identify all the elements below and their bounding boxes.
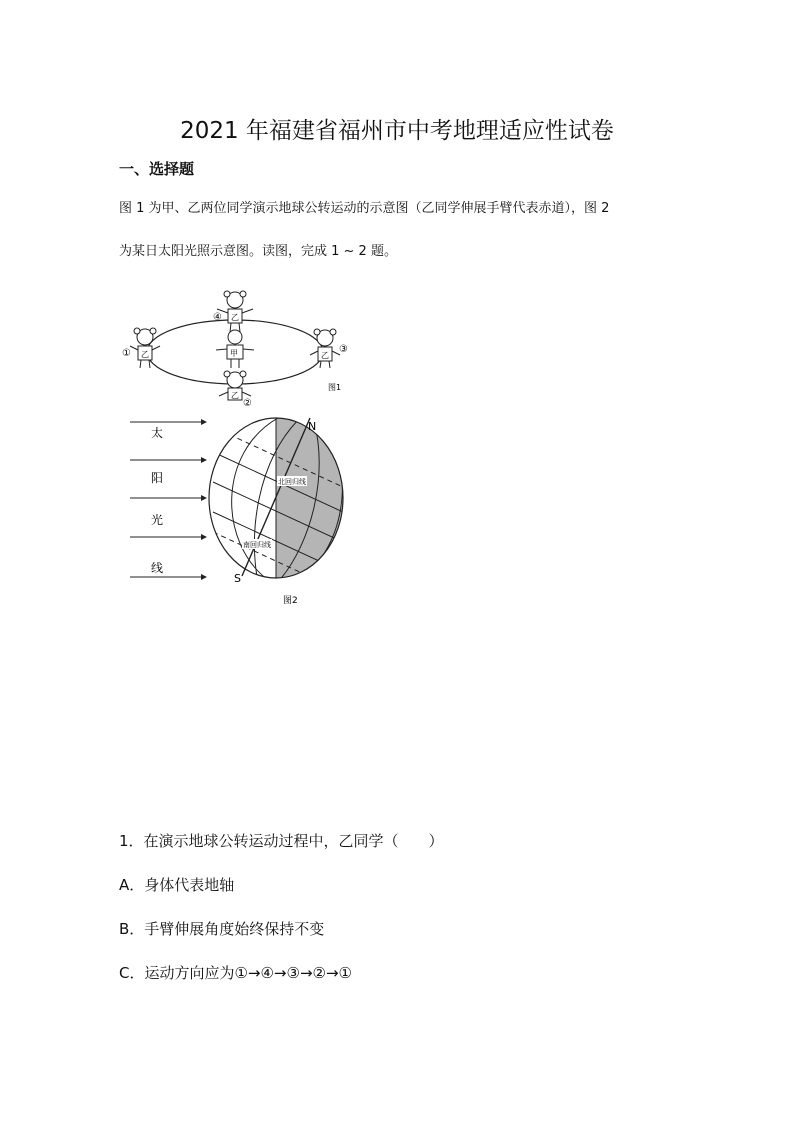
position-3-label: ③ [339,344,348,355]
figure-1 [110,282,360,412]
section-heading: 一、选择题 [119,160,195,178]
figure-2 [118,412,358,612]
question-1-stem: 1．在演示地球公转运动过程中，乙同学（ ） [119,832,444,850]
tropic-of-cancer-label: 北回归线 [278,478,306,486]
intro-line-1: 图 1 为甲、乙两位同学演示地球公转运动的示意图（乙同学伸展手臂代表赤道），图 2 [119,201,610,216]
figure-2-caption: 图2 [283,596,298,606]
question-1-option-c: C．运动方向应为①→④→③→②→① [119,964,352,982]
student-bottom-label: 乙 [231,391,239,400]
student-center [216,330,254,368]
student-center-label: 甲 [230,349,238,358]
sunlight-char-4: 线 [151,561,164,575]
student-right-label: 乙 [321,351,329,360]
position-4-label: ④ [213,312,222,323]
sunlight-arrows [130,422,206,577]
south-pole-label: S [234,572,241,585]
student-top [217,291,253,332]
student-top-label: 乙 [231,313,239,322]
tropic-of-capricorn-label: 南回归线 [243,541,271,549]
sunlight-char-1: 太 [151,426,164,440]
sunlight-char-3: 光 [151,513,164,527]
intro-line-2: 为某日太阳光照示意图。读图，完成 1 ~ 2 题。 [119,244,397,259]
position-2-label: ② [243,398,252,409]
sunlight-char-2: 阳 [151,471,164,485]
question-1-option-a: A．身体代表地轴 [119,876,235,894]
north-pole-label: N [308,420,317,433]
student-bottom [219,371,251,400]
student-right [310,329,340,368]
position-1-label: ① [122,348,131,359]
student-left-label: 乙 [141,350,149,359]
question-1-option-b: B．手臂伸展角度始终保持不变 [119,920,325,938]
page-title: 2021 年福建省福州市中考地理适应性试卷 [180,118,614,144]
globe [213,412,356,592]
figure-1-caption: 图1 [328,383,342,392]
student-left [130,328,160,368]
